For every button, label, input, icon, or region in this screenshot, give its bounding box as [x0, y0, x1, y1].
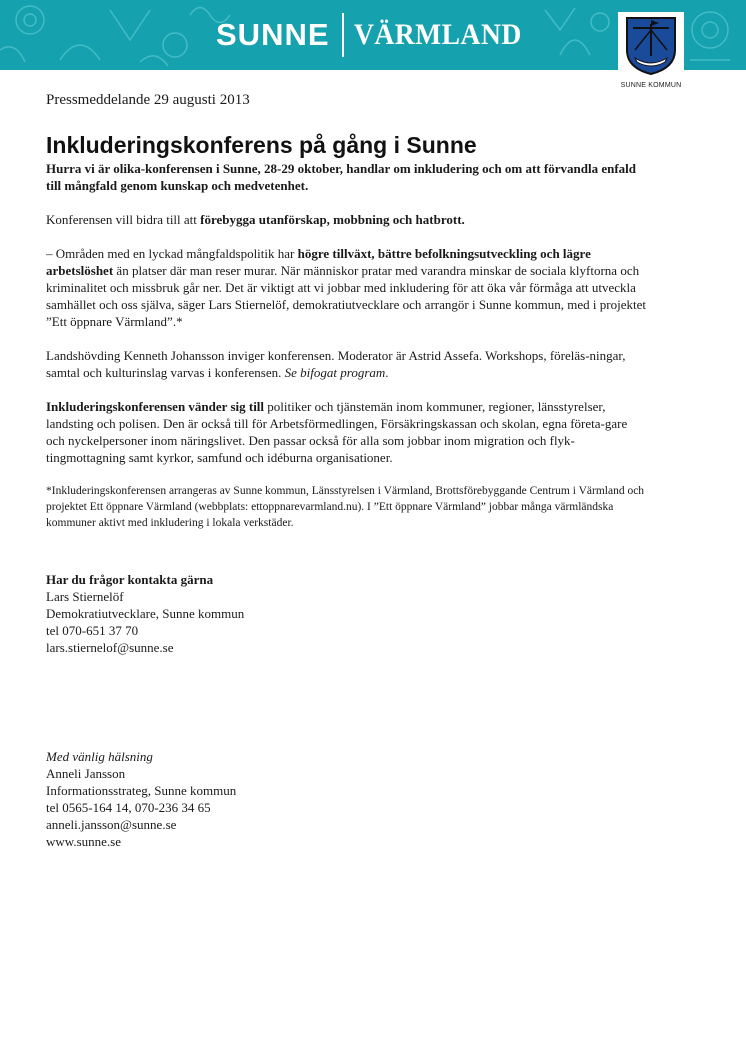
quote-before: – Områden med en lyckad mångfaldspolitik har	[46, 246, 298, 261]
contact-heading: Har du frågor kontakta gärna	[46, 572, 214, 587]
audience-text: politiker och tjänstemän inom kommuner, regioner, länsstyrelser, landsting och polisen. Den är också till för Arbetsförmedlingen, Försäkringskassan och skolan, egna företa-gare och nyckelpersoner inom näringslivet. Den passar också för alla som jobbar inom migration och flyk-tingmottagning samt kyrkor, samfund och idéburna organisationer.	[46, 399, 628, 465]
headline: Inkluderingskonferens på gång i Sunne	[46, 132, 477, 158]
program-text: Landshövding Kenneth Johansson inviger konferensen. Moderator är Astrid Assefa. Workshops, föreläs-ningar, samtal och kulturinslag varvas i konferensen.	[46, 348, 626, 380]
brand-sunne: SUNNE	[216, 17, 330, 52]
closing-email[interactable]: anneli.jansson@sunne.se	[46, 817, 177, 832]
paragraph-purpose	[46, 211, 646, 228]
closing-role: Informationsstrateg, Sunne kommun	[46, 783, 237, 798]
brand-divider	[342, 13, 344, 57]
audience-bold: Inkluderingskonferensen vänder sig till	[46, 399, 265, 414]
footnote: *Inkluderingskonferensen arrangeras av Sunne kommun, Länsstyrelsen i Värmland, Brottsförebyggande Centrum i Värmland och projektet Ett öppnare Värmland (webbplats: ettoppnarevarmland.nu). I ”Ett öppnare Värmland” jobbar många värmländska kommuner aktivt med inkludering i lokala verkstäder.	[46, 485, 645, 529]
press-release-body	[46, 92, 646, 850]
paragraph-audience	[46, 398, 646, 466]
program-end: .	[385, 365, 389, 380]
quote-after: än platser där man reser murar. När människor pratar med varandra minskar de sociala klyftorna och kriminalitet och missbruk går ner. Det är viktigt att vi jobbar med inkludering för att öka vår förmåga att utveckla samhället och oss själva, säger Lars Stiernelöf, demokratiutvecklare och arrangör i Sunne kommun, med i projektet ”Ett öppnare Värmland”.*	[46, 263, 646, 329]
purpose-bold: förebygga utanförskap, mobbning och hatbrott.	[200, 212, 465, 227]
brand-varmland: VÄRMLAND	[353, 18, 522, 51]
paragraph-quote	[46, 245, 646, 330]
greeting-text: Med vänlig hälsning	[46, 749, 153, 764]
brand-wordmark	[216, 12, 536, 58]
contact-name: Lars Stiernelöf	[46, 589, 124, 604]
contact-email[interactable]: lars.stiernelof@sunne.se	[46, 640, 174, 655]
coat-of-arms-icon	[625, 16, 677, 76]
logo-caption: SUNNE KOMMUN	[620, 82, 682, 89]
sunne-kommun-logo	[618, 12, 684, 96]
closing-greeting	[46, 748, 646, 765]
closing-website[interactable]: www.sunne.se	[46, 834, 121, 849]
contact-phone: tel 070-651 37 70	[46, 623, 139, 638]
purpose-text: Konferensen vill bidra till att	[46, 212, 201, 227]
contact-block	[46, 571, 646, 656]
paragraph-program	[46, 347, 646, 381]
closing-name: Anneli Jansson	[46, 766, 126, 781]
dateline: Pressmeddelande 29 augusti 2013	[46, 92, 250, 108]
closing-phone: tel 0565-164 14, 070-236 34 65	[46, 800, 211, 815]
quote-bold: högre tillväxt, bättre befolkningsutveckling och lägre arbetslöshet	[46, 246, 591, 278]
contact-role: Demokratiutvecklare, Sunne kommun	[46, 606, 245, 621]
program-link-text: Se bifogat program	[284, 365, 386, 380]
closing-block	[46, 748, 646, 850]
lead-paragraph: Hurra vi är olika-konferensen i Sunne, 28-29 oktober, handlar om inkludering och om att förvandla enfald till mångfald genom kunskap och medvetenhet.	[46, 161, 637, 193]
